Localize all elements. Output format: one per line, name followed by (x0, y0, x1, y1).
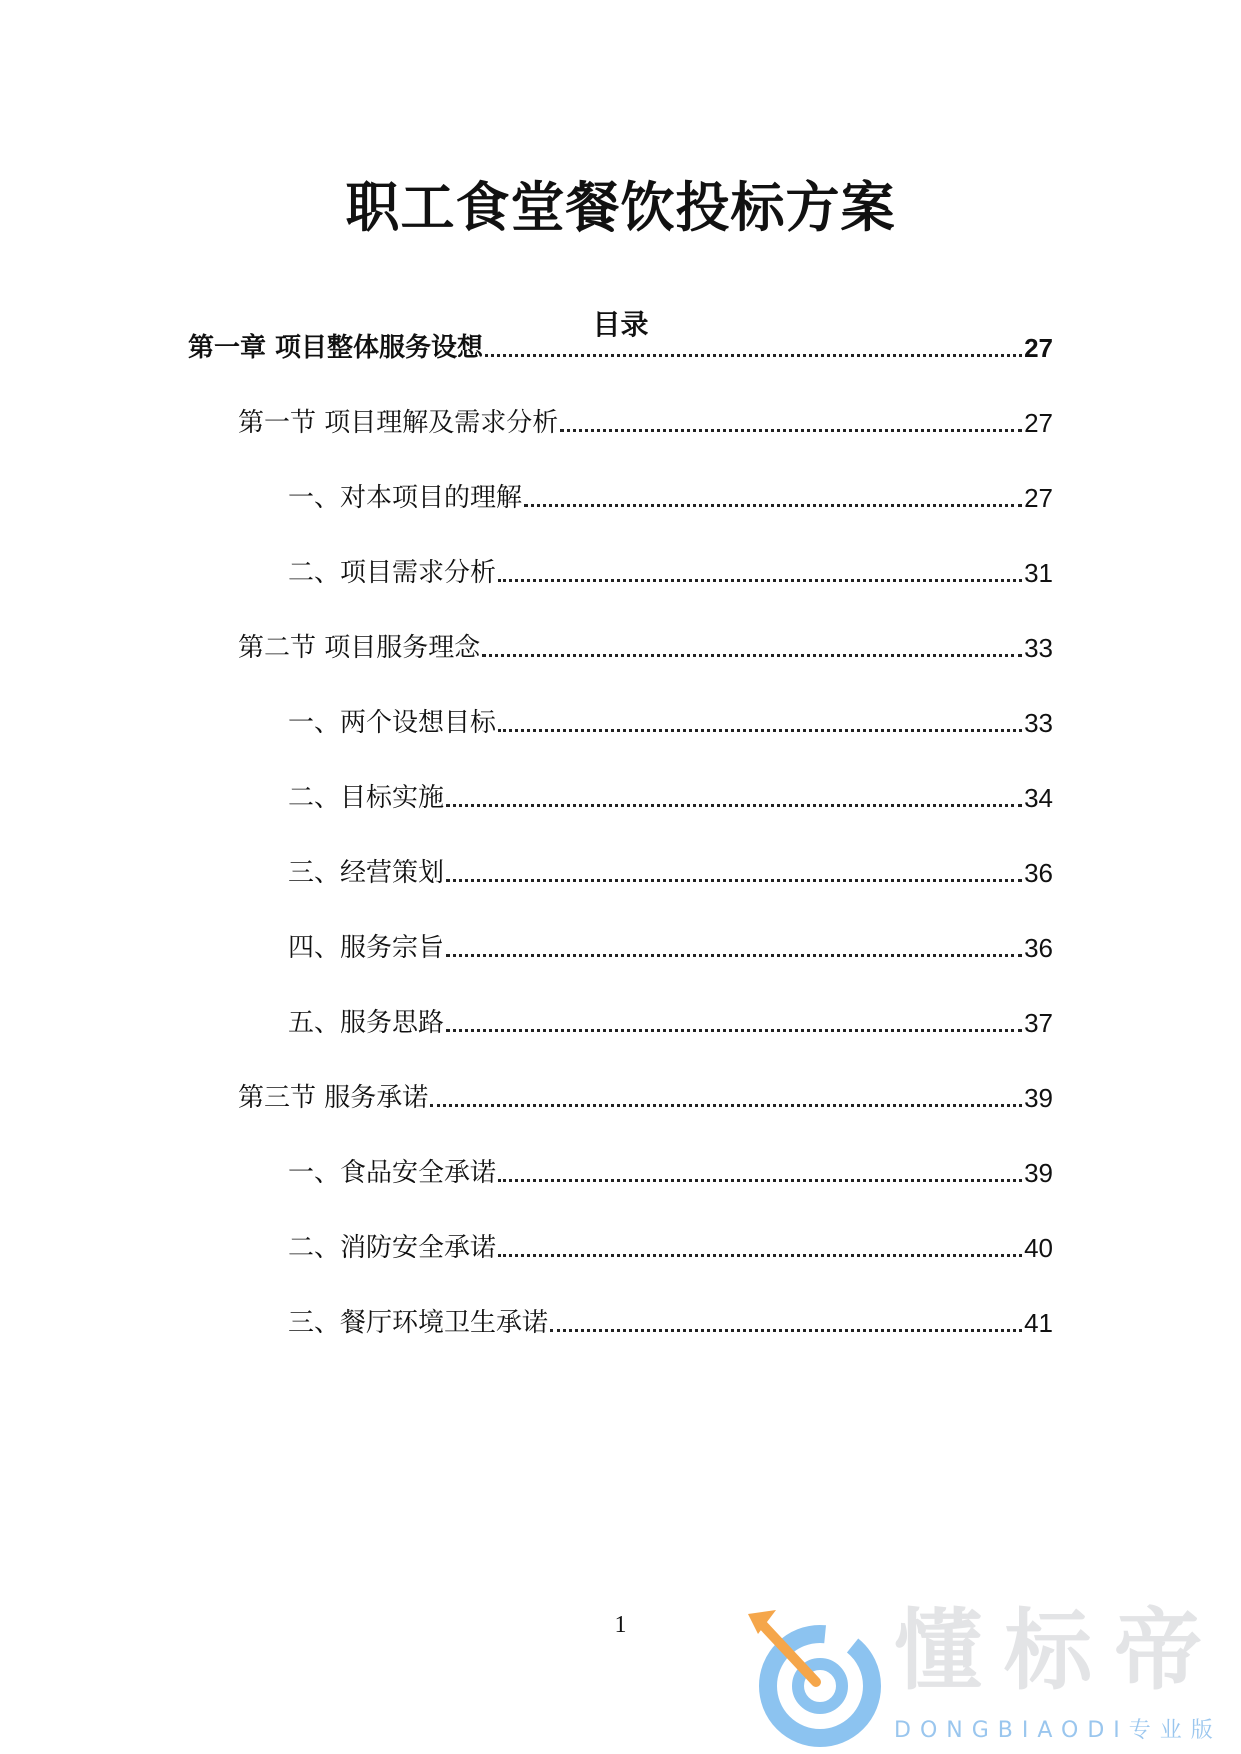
toc-entry[interactable] (288, 1155, 1053, 1191)
toc-entry[interactable] (288, 555, 1053, 591)
watermark-subtitle: DONGBIAODI专业版 (894, 1718, 1222, 1743)
toc-entry-label: 二、项目需求分析 (288, 558, 497, 588)
toc-entry-page: 27 (1024, 408, 1053, 438)
toc-entry[interactable] (288, 1005, 1053, 1041)
toc-entry[interactable] (238, 1080, 1053, 1116)
toc-entry[interactable] (288, 480, 1053, 516)
toc-dot-leader (446, 804, 1022, 807)
toc-entry-label: 一、食品安全承诺 (288, 1158, 497, 1188)
toc-entry[interactable] (288, 780, 1053, 816)
page-number: 1 (614, 1612, 627, 1638)
toc-entry-label: 第二节 项目服务理念 (238, 633, 481, 663)
watermark-brand: 懂标帝 (894, 1599, 1225, 1702)
toc-entry[interactable] (288, 930, 1053, 966)
toc-entry-label: 五、服务思路 (288, 1008, 445, 1038)
toc-entry-page: 31 (1024, 558, 1053, 588)
toc-entry-label: 一、两个设想目标 (288, 708, 497, 738)
toc-dot-leader (498, 579, 1022, 582)
toc-entry-page: 33 (1024, 708, 1053, 738)
toc-entry-page: 37 (1024, 1008, 1053, 1038)
toc-dot-leader (498, 729, 1022, 732)
toc-entry-page: 27 (1024, 483, 1053, 513)
toc-dot-leader (446, 879, 1022, 882)
toc-entry-label: 第三节 服务承诺 (238, 1083, 429, 1113)
toc-dot-leader (485, 354, 1022, 357)
toc-entry-label: 第一章 项目整体服务设想 (188, 333, 484, 363)
toc-entry-page: 39 (1024, 1158, 1053, 1188)
toc-entry-page: 40 (1024, 1233, 1053, 1263)
toc-dot-leader (550, 1329, 1022, 1332)
toc-entry-page: 41 (1024, 1308, 1053, 1338)
toc-entry-page: 39 (1024, 1083, 1053, 1113)
toc-entry[interactable] (238, 405, 1053, 441)
target-arrow-icon (742, 1604, 892, 1754)
toc-entry[interactable] (288, 705, 1053, 741)
toc-entry-label: 四、服务宗旨 (288, 933, 445, 963)
toc-entry-page: 36 (1024, 858, 1053, 888)
toc-entry-label: 三、餐厅环境卫生承诺 (288, 1308, 549, 1338)
toc-entry-page: 33 (1024, 633, 1053, 663)
toc-entry-label: 一、对本项目的理解 (288, 483, 523, 513)
toc-entry[interactable] (288, 1305, 1053, 1341)
toc-dot-leader (430, 1104, 1022, 1107)
toc-entry-label: 二、消防安全承诺 (288, 1233, 497, 1263)
toc-entry-label: 三、经营策划 (288, 858, 445, 888)
toc-entry[interactable] (238, 630, 1053, 666)
toc-dot-leader (482, 654, 1022, 657)
toc-dot-leader (560, 429, 1022, 432)
toc-dot-leader (524, 504, 1022, 507)
toc-entry[interactable] (288, 1230, 1053, 1266)
toc-dot-leader (498, 1254, 1022, 1257)
toc-entry[interactable] (288, 855, 1053, 891)
toc-dot-leader (446, 1029, 1022, 1032)
toc-entry-label: 二、目标实施 (288, 783, 445, 813)
document-title: 职工食堂餐饮投标方案 (345, 176, 896, 239)
toc-dot-leader (498, 1179, 1022, 1182)
toc-entry[interactable] (188, 330, 1053, 366)
toc-entry-page: 34 (1024, 783, 1053, 813)
toc-heading: 目录 (592, 308, 649, 341)
toc-entry-label: 第一节 项目理解及需求分析 (238, 408, 559, 438)
toc-entry-page: 36 (1024, 933, 1053, 963)
toc-dot-leader (446, 954, 1022, 957)
watermark (742, 1596, 1241, 1754)
toc-entry-page: 27 (1024, 333, 1053, 363)
